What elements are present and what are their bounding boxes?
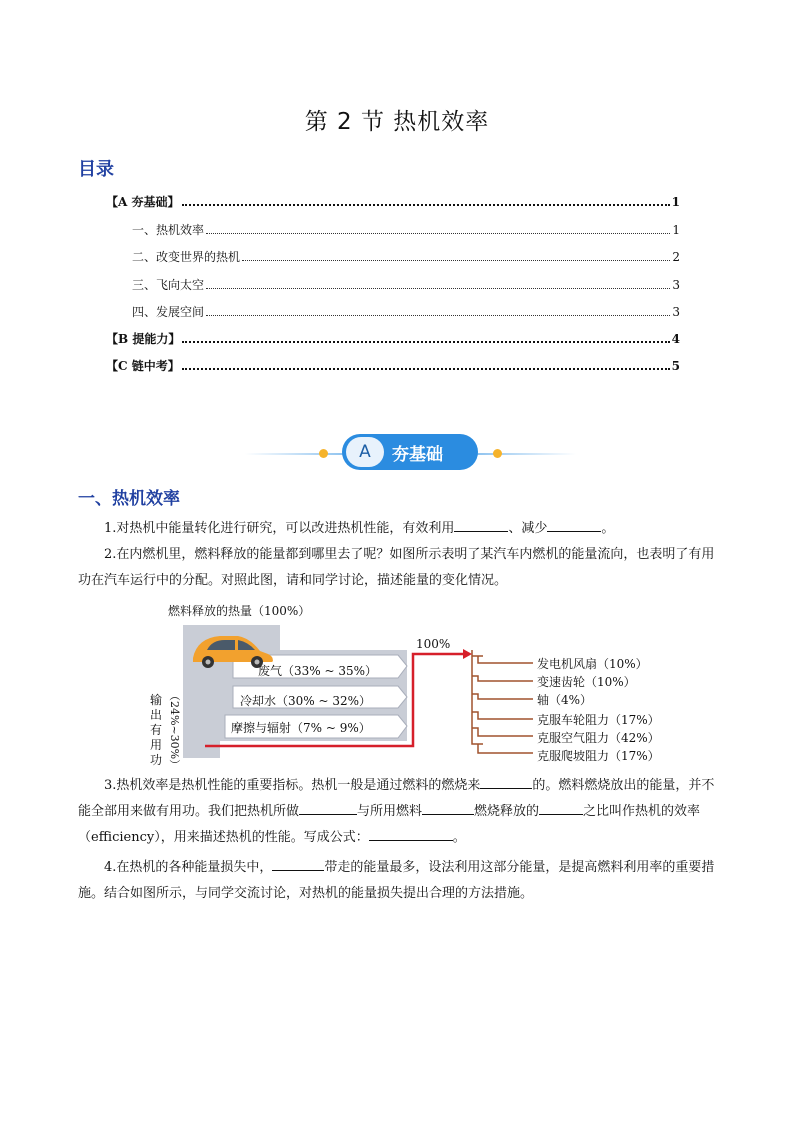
toc-item-label: 三、飞向太空 — [132, 278, 205, 292]
banner-letter: A — [346, 437, 384, 467]
distribution-label-4: 克服车轮阻力（17%） — [537, 713, 660, 727]
toc-leader-dots — [206, 315, 670, 316]
question-text: 。 — [601, 521, 615, 536]
toc-page-number: 1 — [672, 223, 680, 237]
toc-item-c[interactable] — [106, 357, 680, 374]
banner-right-dot — [493, 449, 502, 458]
question-text: 带走的能量最多，设法利用这部分能量，是提高燃料利用率的重要措施。结合如图所示，与同学交流讨论，对热机的能量损失提出合理的方法措施。 — [78, 860, 715, 901]
toc-item-b[interactable] — [106, 330, 680, 347]
distribution-label-2: 变速齿轮（10%） — [537, 675, 636, 689]
section-heading: 一、热机效率 — [78, 489, 180, 509]
arrow-percent-label: 100% — [416, 637, 451, 651]
answer-blank[interactable] — [299, 801, 357, 815]
question-text: 的。燃料燃烧放出的能量，并不能全部用来做有用功。我们把热机所做 — [78, 778, 715, 819]
coolant-loss-label: 冷却水（30% ~ 32%） — [240, 694, 372, 708]
toc-leader-dots — [206, 233, 670, 234]
question-2: 2.在内燃机里，燃料释放的能量都到哪里去了呢？如图所示表明了某汽车内燃机的能量流向，也表明了有用功在汽车运行中的分配。对照此图，请和同学讨论，描述能量的变化情况。 — [78, 547, 715, 588]
answer-blank[interactable] — [272, 857, 324, 871]
toc-page-number: 3 — [672, 305, 680, 319]
friction-loss-label: 摩擦与辐射（7% ~ 9%） — [231, 721, 371, 735]
toc-item-3[interactable] — [132, 276, 680, 293]
toc-heading: 目录 — [78, 159, 114, 180]
toc-leader-dots — [182, 368, 670, 370]
toc-leader-dots — [206, 288, 670, 289]
distribution-label-5: 克服空气阻力（42%） — [537, 731, 660, 745]
toc-page-number: 1 — [671, 195, 680, 209]
useful-work-range: （24%~30%） — [168, 690, 181, 771]
page-title: 第 2 节 热机效率 — [304, 109, 490, 135]
useful-work-label: 输出有用功 — [150, 693, 163, 767]
question-4 — [78, 855, 718, 907]
toc-leader-dots — [182, 204, 670, 206]
banner-text: 夯基础 — [392, 445, 443, 465]
distribution-label-6: 克服爬坡阻力（17%） — [537, 749, 660, 763]
fuel-heat-label: 燃料释放的热量（100%） — [168, 604, 311, 618]
toc-item-a[interactable] — [106, 193, 680, 210]
toc-item-label: 一、热机效率 — [132, 223, 205, 237]
answer-blank[interactable] — [547, 518, 601, 532]
question-text: 3.热机效率是热机性能的重要指标。热机一般是通过燃料的燃烧来 — [104, 778, 481, 793]
answer-blank[interactable] — [454, 518, 508, 532]
question-text: 燃烧释放的 — [474, 804, 540, 819]
toc-leader-dots — [182, 341, 669, 343]
exhaust-loss-label: 废气（33% ~ 35%） — [258, 664, 378, 678]
distribution-label-1: 发电机风扇（10%） — [537, 657, 648, 671]
banner-left-dot — [319, 449, 328, 458]
answer-blank[interactable] — [422, 801, 474, 815]
toc-page-number: 5 — [671, 359, 680, 373]
distribution-label-3: 轴（4%） — [537, 693, 593, 707]
toc-item-label: 【B 提能力】 — [106, 332, 181, 346]
question-3 — [78, 773, 718, 851]
question-1 — [78, 516, 718, 542]
question-text: 、减少 — [508, 521, 548, 536]
toc-item-2[interactable] — [132, 248, 680, 265]
answer-blank[interactable] — [480, 775, 532, 789]
banner-right-line — [476, 453, 576, 455]
question-text: 4.在热机的各种能量损失中， — [104, 860, 273, 875]
answer-blank[interactable] — [369, 827, 453, 841]
toc-item-4[interactable] — [132, 303, 680, 320]
question-text: 之比叫作热机的效率（efficiency），用来描述热机的性能。写成公式： — [78, 804, 701, 845]
toc-page-number: 2 — [672, 250, 680, 264]
banner-left-line — [245, 453, 345, 455]
toc-item-1[interactable] — [132, 221, 680, 238]
question-text: 。 — [452, 830, 466, 845]
toc-item-label: 四、发展空间 — [132, 305, 205, 319]
toc-item-label: 【C 链中考】 — [106, 359, 180, 373]
question-text: 与所用燃料 — [357, 804, 423, 819]
toc-item-label: 【A 夯基础】 — [106, 195, 180, 209]
toc-page-number: 3 — [672, 278, 680, 292]
toc-leader-dots — [242, 260, 670, 261]
toc-page-number: 4 — [671, 332, 680, 346]
question-text: 1.对热机中能量转化进行研究，可以改进热机性能，有效利用 — [104, 521, 455, 536]
toc-item-label: 二、改变世界的热机 — [132, 250, 241, 264]
answer-blank[interactable] — [539, 801, 583, 815]
